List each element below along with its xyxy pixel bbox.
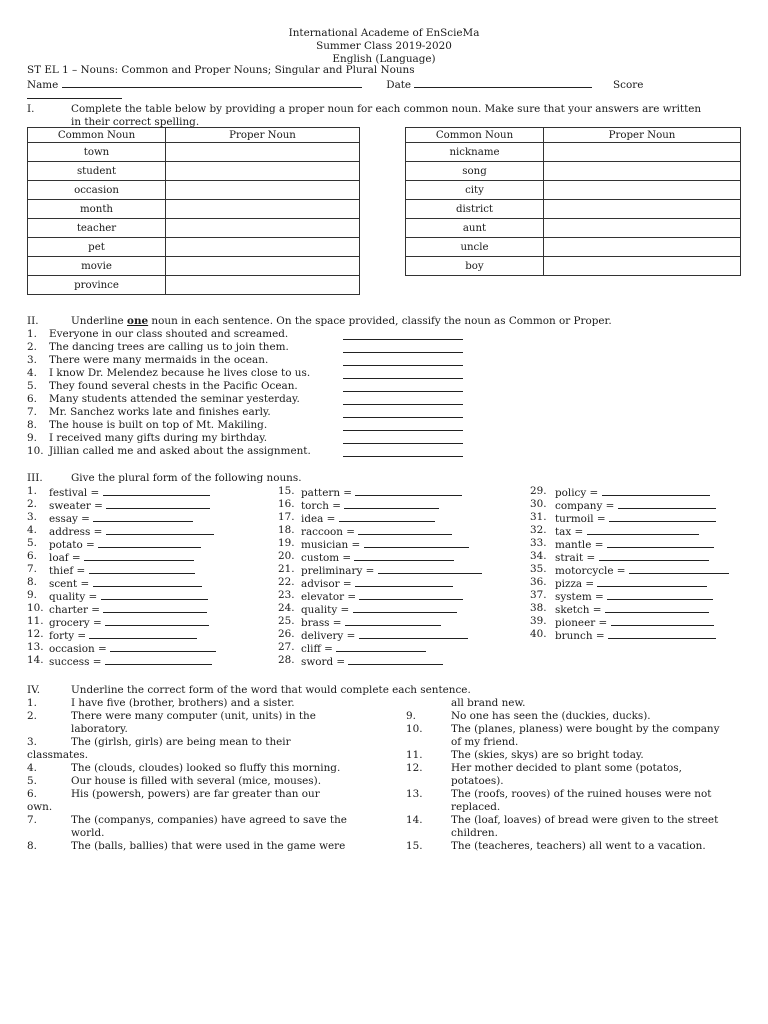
noun-word: custom = bbox=[301, 552, 352, 564]
item-number: 12. bbox=[406, 762, 423, 774]
plural-item bbox=[49, 654, 212, 669]
noun-word: brass = bbox=[301, 617, 342, 629]
classification-answer-line[interactable] bbox=[343, 433, 463, 444]
sentence-text: The (roofs, rooves) of the ruined houses were not bbox=[451, 788, 712, 800]
table-row bbox=[28, 181, 360, 200]
noun-word: potato = bbox=[49, 539, 95, 551]
plural-answer-line[interactable] bbox=[608, 628, 716, 639]
sentence-text: No one has seen the (duckies, ducks). bbox=[451, 710, 651, 722]
item-number: 14. bbox=[27, 654, 44, 666]
plural-answer-line[interactable] bbox=[89, 563, 195, 574]
part1-instruction: Complete the table below by providing a proper noun for each common noun. Make sure that your answers are written bbox=[71, 103, 702, 115]
sentence-text: The (loaf, loaves) of bread were given to the street bbox=[451, 814, 719, 826]
item-number: 4. bbox=[27, 367, 37, 379]
sentence-text-cont: own. bbox=[27, 801, 53, 813]
part2-instruction: Underline one noun in each sentence. On the space provided, classify the noun as Common or Proper. bbox=[71, 315, 612, 327]
classification-answer-line[interactable] bbox=[343, 368, 463, 379]
plural-answer-line[interactable] bbox=[354, 550, 454, 561]
proper-noun-answer-cell[interactable] bbox=[544, 238, 741, 257]
plural-answer-line[interactable] bbox=[93, 511, 193, 522]
sentence-text: I have five (brother, brothers) and a sister. bbox=[71, 697, 295, 709]
item-number: 27. bbox=[278, 641, 295, 653]
noun-word: policy = bbox=[555, 487, 599, 499]
item-number: 25. bbox=[278, 615, 295, 627]
noun-word: success = bbox=[49, 656, 102, 668]
item-number: 14. bbox=[406, 814, 423, 826]
item-number: 5. bbox=[27, 380, 37, 392]
item-number: 10. bbox=[27, 602, 44, 614]
sentence-text: The (balls, ballies) that were used in the game were bbox=[71, 840, 346, 852]
part1-instruction-cont: in their correct spelling. bbox=[71, 116, 200, 128]
noun-word: address = bbox=[49, 526, 103, 538]
common-noun-cell: song bbox=[406, 162, 544, 181]
table-row bbox=[406, 200, 741, 219]
item-number: 7. bbox=[27, 406, 37, 418]
plural-answer-line[interactable] bbox=[84, 550, 194, 561]
proper-noun-answer-cell[interactable] bbox=[166, 143, 360, 162]
noun-word: occasion = bbox=[49, 643, 107, 655]
sentence-text: I know Dr. Melendez because he lives close to us. bbox=[49, 367, 311, 379]
date-label: Date bbox=[386, 79, 412, 91]
table-row bbox=[406, 143, 741, 162]
common-noun-cell: aunt bbox=[406, 219, 544, 238]
plural-answer-line[interactable] bbox=[358, 524, 452, 535]
item-number: 28. bbox=[278, 654, 295, 666]
common-noun-cell: uncle bbox=[406, 238, 544, 257]
plural-answer-line[interactable] bbox=[364, 537, 469, 548]
noun-word: sweater = bbox=[49, 500, 103, 512]
noun-word: system = bbox=[555, 591, 604, 603]
plural-answer-line[interactable] bbox=[355, 485, 462, 496]
item-number: 34. bbox=[530, 550, 547, 562]
part2-numeral: II. bbox=[27, 315, 39, 327]
proper-noun-answer-cell[interactable] bbox=[166, 181, 360, 200]
noun-word: musician = bbox=[301, 539, 361, 551]
item-number: 2. bbox=[27, 341, 37, 353]
plural-answer-line[interactable] bbox=[105, 615, 209, 626]
part4-numeral: IV. bbox=[27, 684, 41, 696]
item-number: 6. bbox=[27, 393, 37, 405]
common-noun-cell: city bbox=[406, 181, 544, 200]
sentence-text: There were many computer (unit, units) in the bbox=[71, 710, 316, 722]
item-number: 32. bbox=[530, 524, 547, 536]
sentence-text-cont: of my friend. bbox=[451, 736, 519, 748]
noun-table-right bbox=[405, 127, 741, 276]
plural-answer-line[interactable] bbox=[359, 628, 468, 639]
sentence-text-cont: world. bbox=[71, 827, 105, 839]
proper-noun-answer-cell[interactable] bbox=[544, 181, 741, 200]
school-name: International Academe of EnScieMa bbox=[288, 27, 480, 39]
item-number: 2. bbox=[27, 498, 37, 510]
item-number: 35. bbox=[530, 563, 547, 575]
item-number: 18. bbox=[278, 524, 295, 536]
common-noun-cell: nickname bbox=[406, 143, 544, 162]
common-noun-cell: student bbox=[28, 162, 166, 181]
item-number: 10. bbox=[27, 445, 44, 457]
plural-answer-line[interactable] bbox=[106, 498, 210, 509]
item-number: 26. bbox=[278, 628, 295, 640]
item-number: 8. bbox=[27, 576, 37, 588]
item-number: 3. bbox=[27, 354, 37, 366]
noun-word: tax = bbox=[555, 526, 584, 538]
plural-answer-line[interactable] bbox=[105, 654, 212, 665]
sentence-text-cont: potatoes). bbox=[451, 775, 504, 787]
sentence-text: They found several chests in the Pacific Ocean. bbox=[49, 380, 298, 392]
proper-noun-answer-cell[interactable] bbox=[166, 219, 360, 238]
plural-item bbox=[301, 654, 443, 669]
plural-answer-line[interactable] bbox=[629, 563, 729, 574]
noun-word: brunch = bbox=[555, 630, 605, 642]
noun-word: loaf = bbox=[49, 552, 81, 564]
item-number: 31. bbox=[530, 511, 547, 523]
common-noun-cell: province bbox=[28, 276, 166, 295]
noun-word: preliminary = bbox=[301, 565, 375, 577]
plural-answer-line[interactable] bbox=[605, 602, 709, 613]
item-number: 7. bbox=[27, 814, 37, 826]
table-row bbox=[28, 219, 360, 238]
plural-answer-line[interactable] bbox=[597, 576, 707, 587]
sentence-text: I received many gifts during my birthday. bbox=[49, 432, 268, 444]
sentence-text: There were many mermaids in the ocean. bbox=[49, 354, 269, 366]
item-number: 39. bbox=[530, 615, 547, 627]
plural-answer-line[interactable] bbox=[609, 511, 716, 522]
noun-word: elevator = bbox=[301, 591, 357, 603]
plural-answer-line[interactable] bbox=[98, 537, 201, 548]
item-number: 4. bbox=[27, 762, 37, 774]
sentence-text: The dancing trees are calling us to join them. bbox=[49, 341, 289, 353]
noun-word: thief = bbox=[49, 565, 86, 577]
item-number: 40. bbox=[530, 628, 547, 640]
sentence-text-cont: children. bbox=[451, 827, 498, 839]
item-number: 9. bbox=[27, 432, 37, 444]
table-row bbox=[28, 143, 360, 162]
plural-answer-line[interactable] bbox=[345, 615, 441, 626]
plural-answer-line[interactable] bbox=[359, 589, 463, 600]
plural-answer-line[interactable] bbox=[106, 524, 214, 535]
plural-answer-line[interactable] bbox=[355, 576, 453, 587]
item-number: 15. bbox=[278, 485, 295, 497]
table-row bbox=[406, 238, 741, 257]
plural-item bbox=[555, 628, 716, 643]
common-noun-cell: boy bbox=[406, 257, 544, 276]
sentence-text: The (skies, skys) are so bright today. bbox=[451, 749, 644, 761]
item-number: 9. bbox=[27, 589, 37, 601]
sentence-text: Everyone in our class shouted and screamed. bbox=[49, 328, 289, 340]
item-number: 6. bbox=[27, 788, 37, 800]
noun-word: pioneer = bbox=[555, 617, 608, 629]
noun-word: sword = bbox=[301, 656, 346, 668]
proper-noun-answer-cell[interactable] bbox=[166, 276, 360, 295]
common-noun-cell: teacher bbox=[28, 219, 166, 238]
common-noun-cell: district bbox=[406, 200, 544, 219]
item-number: 29. bbox=[530, 485, 547, 497]
score-field[interactable] bbox=[27, 88, 122, 99]
item-number: 3. bbox=[27, 511, 37, 523]
noun-word: cliff = bbox=[301, 643, 333, 655]
common-noun-cell: movie bbox=[28, 257, 166, 276]
proper-noun-answer-cell[interactable] bbox=[166, 162, 360, 181]
item-number: 7. bbox=[27, 563, 37, 575]
classification-answer-line[interactable] bbox=[343, 420, 463, 431]
item-number: 15. bbox=[406, 840, 423, 852]
item-number: 6. bbox=[27, 550, 37, 562]
sentence-text-cont: laboratory. bbox=[71, 723, 128, 735]
noun-word: torch = bbox=[301, 500, 341, 512]
plural-answer-line[interactable] bbox=[101, 589, 208, 600]
plural-answer-line[interactable] bbox=[587, 524, 699, 535]
sentence-text-cont: replaced. bbox=[451, 801, 501, 813]
name-label: Name bbox=[27, 79, 59, 91]
item-number: 8. bbox=[27, 419, 37, 431]
sentence-text: Our house is filled with several (mice, mouses). bbox=[71, 775, 321, 787]
item-number: 1. bbox=[27, 697, 37, 709]
plural-answer-line[interactable] bbox=[607, 537, 714, 548]
table-row bbox=[406, 219, 741, 238]
sentence-text: The (teacheres, teachers) all went to a vacation. bbox=[451, 840, 706, 852]
item-number: 17. bbox=[278, 511, 295, 523]
col-common-noun: Common Noun bbox=[28, 128, 166, 143]
sentence-text: The (clouds, cloudes) looked so fluffy this morning. bbox=[71, 762, 341, 774]
item-number: 1. bbox=[27, 328, 37, 340]
noun-word: advisor = bbox=[301, 578, 352, 590]
plural-answer-line[interactable] bbox=[602, 485, 710, 496]
table-row bbox=[28, 238, 360, 257]
sentence-text: The house is built on top of Mt. Makiling. bbox=[49, 419, 268, 431]
table-row bbox=[28, 200, 360, 219]
item-number: 33. bbox=[530, 537, 547, 549]
table-row bbox=[406, 257, 741, 276]
noun-word: charter = bbox=[49, 604, 100, 616]
col-proper-noun: Proper Noun bbox=[544, 128, 741, 143]
table-row bbox=[406, 181, 741, 200]
plural-answer-line[interactable] bbox=[89, 628, 197, 639]
plural-answer-line[interactable] bbox=[378, 563, 482, 574]
item-number: 19. bbox=[278, 537, 295, 549]
noun-word: scent = bbox=[49, 578, 90, 590]
common-noun-cell: occasion bbox=[28, 181, 166, 200]
classification-answer-line[interactable] bbox=[343, 407, 463, 418]
proper-noun-answer-cell[interactable] bbox=[544, 200, 741, 219]
item-number: 13. bbox=[27, 641, 44, 653]
proper-noun-answer-cell[interactable] bbox=[544, 257, 741, 276]
item-number: 37. bbox=[530, 589, 547, 601]
table-row bbox=[28, 276, 360, 295]
score-label: Score bbox=[613, 79, 644, 91]
item-number: 36. bbox=[530, 576, 547, 588]
plural-answer-line[interactable] bbox=[103, 485, 210, 496]
item-number: 11. bbox=[406, 749, 423, 761]
sentence-text-cont: classmates. bbox=[27, 749, 89, 761]
emphasis-one: one bbox=[127, 315, 149, 327]
subject-name: English (Language) bbox=[332, 53, 436, 65]
table-row bbox=[28, 162, 360, 181]
item-number: 13. bbox=[406, 788, 423, 800]
classification-answer-line[interactable] bbox=[343, 394, 463, 405]
item-number: 24. bbox=[278, 602, 295, 614]
sentence-text: Many students attended the seminar yesterday. bbox=[49, 393, 300, 405]
plural-answer-line[interactable] bbox=[336, 641, 426, 652]
proper-noun-answer-cell[interactable] bbox=[544, 143, 741, 162]
table-row bbox=[406, 162, 741, 181]
item-number: 10. bbox=[406, 723, 423, 735]
noun-word: festival = bbox=[49, 487, 100, 499]
noun-word: forty = bbox=[49, 630, 87, 642]
table-row bbox=[28, 257, 360, 276]
plural-answer-line[interactable] bbox=[103, 602, 207, 613]
plural-answer-line[interactable] bbox=[353, 602, 457, 613]
noun-word: grocery = bbox=[49, 617, 102, 629]
noun-word: delivery = bbox=[301, 630, 356, 642]
date-field[interactable] bbox=[414, 77, 592, 88]
plural-answer-line[interactable] bbox=[339, 511, 435, 522]
noun-word: essay = bbox=[49, 513, 90, 525]
item-number: 16. bbox=[278, 498, 295, 510]
sentence-text: His (powersh, powers) are far greater than our bbox=[71, 788, 320, 800]
item-number: 23. bbox=[278, 589, 295, 601]
noun-word: idea = bbox=[301, 513, 336, 525]
part4-right-continuation: all brand new. bbox=[451, 697, 526, 709]
sentence-text: Her mother decided to plant some (potatos, bbox=[451, 762, 682, 774]
item-number: 8. bbox=[27, 840, 37, 852]
classification-answer-line[interactable] bbox=[343, 355, 463, 366]
item-number: 30. bbox=[530, 498, 547, 510]
noun-word: raccoon = bbox=[301, 526, 356, 538]
item-number: 5. bbox=[27, 775, 37, 787]
item-number: 5. bbox=[27, 537, 37, 549]
item-number: 1. bbox=[27, 485, 37, 497]
noun-word: motorcycle = bbox=[555, 565, 626, 577]
classification-answer-line[interactable] bbox=[343, 446, 463, 457]
noun-table-left bbox=[27, 127, 360, 295]
common-noun-cell: town bbox=[28, 143, 166, 162]
proper-noun-answer-cell[interactable] bbox=[166, 238, 360, 257]
item-number: 9. bbox=[406, 710, 416, 722]
part3-numeral: III. bbox=[27, 472, 43, 484]
noun-word: pizza = bbox=[555, 578, 595, 590]
proper-noun-answer-cell[interactable] bbox=[544, 219, 741, 238]
item-number: 21. bbox=[278, 563, 295, 575]
plural-answer-line[interactable] bbox=[93, 576, 202, 587]
topic-title: ST EL 1 – Nouns: Common and Proper Nouns; Singular and Plural Nouns bbox=[27, 64, 415, 76]
plural-answer-line[interactable] bbox=[607, 589, 713, 600]
classification-answer-line[interactable] bbox=[343, 381, 463, 392]
part1-numeral: I. bbox=[27, 103, 35, 115]
item-number: 11. bbox=[27, 615, 44, 627]
common-noun-cell: pet bbox=[28, 238, 166, 257]
proper-noun-answer-cell[interactable] bbox=[166, 257, 360, 276]
item-number: 22. bbox=[278, 576, 295, 588]
noun-word: strait = bbox=[555, 552, 596, 564]
item-number: 20. bbox=[278, 550, 295, 562]
plural-answer-line[interactable] bbox=[611, 615, 714, 626]
sentence-text: The (planes, planess) were bought by the company bbox=[451, 723, 720, 735]
part3-instruction: Give the plural form of the following nouns. bbox=[71, 472, 302, 484]
plural-answer-line[interactable] bbox=[110, 641, 216, 652]
sentence-text: Mr. Sanchez works late and finishes early. bbox=[49, 406, 271, 418]
item-number: 12. bbox=[27, 628, 44, 640]
sentence-text: Jillian called me and asked about the assignment. bbox=[49, 445, 311, 457]
noun-word: turmoil = bbox=[555, 513, 606, 525]
part4-instruction: Underline the correct form of the word that would complete each sentence. bbox=[71, 684, 471, 696]
name-field[interactable] bbox=[62, 77, 362, 88]
common-noun-cell: month bbox=[28, 200, 166, 219]
col-common-noun: Common Noun bbox=[406, 128, 544, 143]
plural-answer-line[interactable] bbox=[618, 498, 716, 509]
noun-word: quality = bbox=[301, 604, 350, 616]
col-proper-noun: Proper Noun bbox=[166, 128, 360, 143]
class-name: Summer Class 2019-2020 bbox=[316, 40, 452, 52]
item-number: 4. bbox=[27, 524, 37, 536]
sentence-text: The (companys, companies) have agreed to save the bbox=[71, 814, 347, 826]
item-number: 38. bbox=[530, 602, 547, 614]
noun-word: pattern = bbox=[301, 487, 353, 499]
plural-answer-line[interactable] bbox=[344, 498, 439, 509]
proper-noun-answer-cell[interactable] bbox=[544, 162, 741, 181]
noun-word: mantle = bbox=[555, 539, 604, 551]
noun-word: sketch = bbox=[555, 604, 602, 616]
noun-word: quality = bbox=[49, 591, 98, 603]
classification-answer-line[interactable] bbox=[343, 342, 463, 353]
plural-answer-line[interactable] bbox=[348, 654, 443, 665]
proper-noun-answer-cell[interactable] bbox=[166, 200, 360, 219]
sentence-text: The (girlsh, girls) are being mean to their bbox=[71, 736, 291, 748]
item-number: 3. bbox=[27, 736, 37, 748]
noun-word: company = bbox=[555, 500, 615, 512]
item-number: 2. bbox=[27, 710, 37, 722]
plural-answer-line[interactable] bbox=[599, 550, 709, 561]
classification-answer-line[interactable] bbox=[343, 329, 463, 340]
